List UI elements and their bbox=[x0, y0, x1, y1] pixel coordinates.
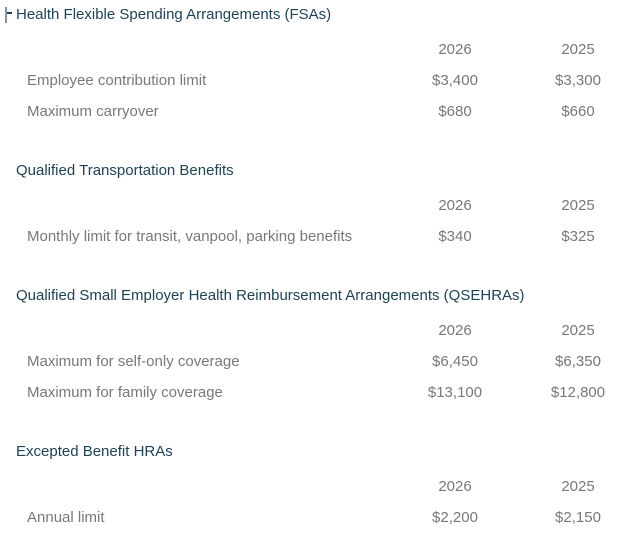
year-header-row bbox=[0, 42, 641, 58]
year-column-header: 2025 bbox=[561, 478, 595, 495]
value-cell-2026: $680 bbox=[438, 103, 472, 120]
row-label: Monthly limit for transit, vanpool, parking benefits bbox=[27, 228, 353, 245]
year-column-header: 2026 bbox=[438, 197, 472, 214]
value-cell-2026: $340 bbox=[438, 228, 472, 245]
section-excepted-benefit-hras bbox=[0, 444, 641, 526]
table-row bbox=[0, 229, 641, 245]
year-column-header: 2025 bbox=[561, 41, 595, 58]
row-label: Employee contribution limit bbox=[27, 72, 207, 89]
year-column-header: 2026 bbox=[438, 41, 472, 58]
table-row bbox=[0, 354, 641, 370]
section-heading: Health Flexible Spending Arrangements (FSAs) bbox=[16, 6, 332, 23]
table-row bbox=[0, 510, 641, 526]
value-cell-2026: $6,450 bbox=[432, 353, 478, 370]
row-label: Maximum carryover bbox=[27, 103, 159, 120]
section-heading: Qualified Small Employer Health Reimbursement Arrangements (QSEHRAs) bbox=[16, 287, 525, 304]
value-cell-2025: $12,800 bbox=[550, 384, 606, 401]
year-column-header: 2025 bbox=[561, 197, 595, 214]
row-label: Annual limit bbox=[27, 509, 105, 526]
year-column-header: 2026 bbox=[438, 478, 472, 495]
value-cell-2025: $325 bbox=[561, 228, 595, 245]
value-cell-2026: $3,400 bbox=[432, 72, 478, 89]
table-row bbox=[0, 73, 641, 89]
year-column-header: 2025 bbox=[561, 322, 595, 339]
year-header-row bbox=[0, 323, 641, 339]
year-header-row bbox=[0, 198, 641, 214]
year-header-row bbox=[0, 479, 641, 495]
clipped-edge-mark-dash bbox=[7, 12, 12, 14]
section-qsehras bbox=[0, 288, 641, 401]
section-heading: Qualified Transportation Benefits bbox=[16, 162, 234, 179]
table-row bbox=[0, 104, 641, 120]
row-label: Maximum for family coverage bbox=[27, 384, 223, 401]
value-cell-2026: $13,100 bbox=[427, 384, 483, 401]
value-cell-2025: $2,150 bbox=[555, 509, 601, 526]
value-cell-2026: $2,200 bbox=[432, 509, 478, 526]
section-transportation-benefits bbox=[0, 163, 641, 245]
value-cell-2025: $660 bbox=[561, 103, 595, 120]
row-label: Maximum for self-only coverage bbox=[27, 353, 240, 370]
year-column-header: 2026 bbox=[438, 322, 472, 339]
section-heading: Excepted Benefit HRAs bbox=[16, 443, 173, 460]
table-row bbox=[0, 385, 641, 401]
value-cell-2025: $3,300 bbox=[555, 72, 601, 89]
clipped-edge-mark bbox=[5, 7, 7, 23]
value-cell-2025: $6,350 bbox=[555, 353, 601, 370]
section-health-fsas bbox=[0, 7, 641, 120]
